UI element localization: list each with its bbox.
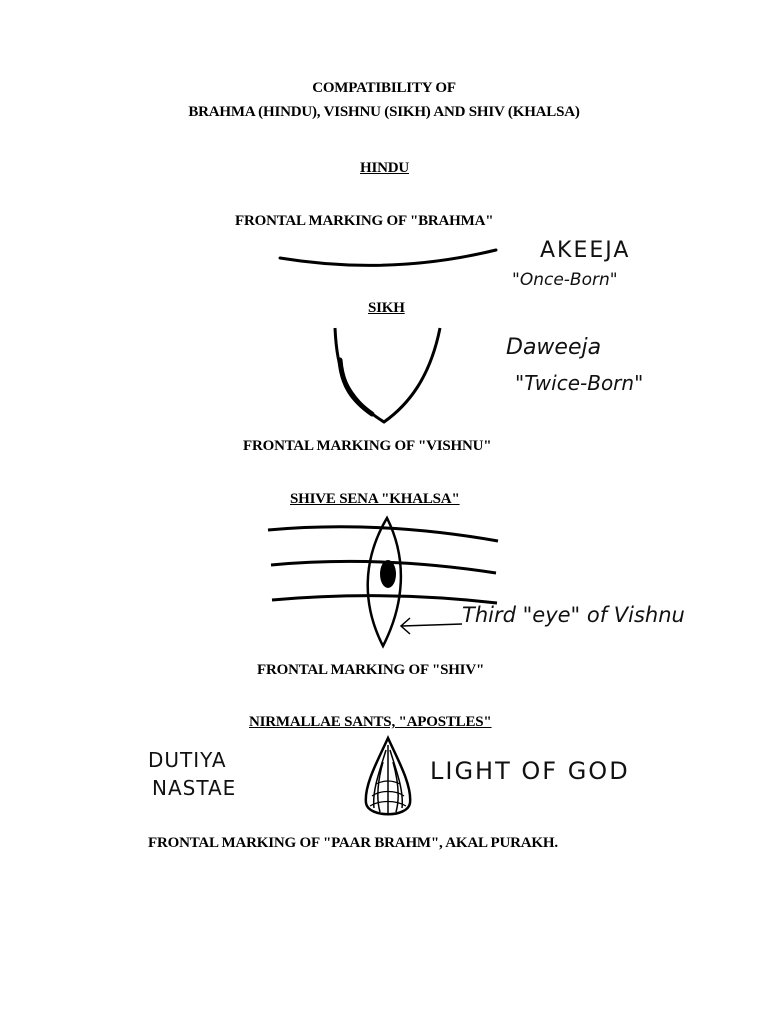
daweeja-note: Daweeja [506,335,602,360]
hindu-heading: HINDU [360,160,410,176]
paar-brahm-caption: FRONTAL MARKING OF "PAAR BRAHM", AKAL PURAKH. [148,835,558,851]
shiv-line-1 [268,527,498,541]
vishnu-caption: FRONTAL MARKING OF "VISHNU" [243,438,492,454]
akeeja-note: AKEEJA [540,238,631,263]
third-eye-arrow [402,624,462,626]
shiv-caption: FRONTAL MARKING OF "SHIV" [257,662,485,678]
shiv-line-3 [272,596,497,603]
nastae-note: NASTAE [152,776,237,800]
sikh-heading: SIKH [368,300,405,316]
khalsa-heading: SHIVE SENA "KHALSA" [290,491,460,507]
brahma-marking [280,250,496,265]
once-born-note: "Once-Born" [512,270,618,290]
dutiya-note: DUTIYA [148,748,227,772]
third-eye-note: Third "eye" of Vishnu [462,603,685,627]
light-of-god-note: LIGHT OF GOD [430,757,630,785]
title-line-2: BRAHMA (HINDU), VISHNU (SIKH) AND SHIV (KHALSA) [188,104,580,120]
twice-born-note: "Twice-Born" [515,371,644,395]
light-of-god-drop [366,738,410,814]
third-eye-pupil [380,560,396,588]
apostles-heading: NIRMALLAE SANTS, "APOSTLES" [249,714,492,730]
vishnu-marking [335,328,440,422]
title-line-1: COMPATIBILITY OF [312,80,456,96]
brahma-caption: FRONTAL MARKING OF "BRAHMA" [235,213,494,229]
